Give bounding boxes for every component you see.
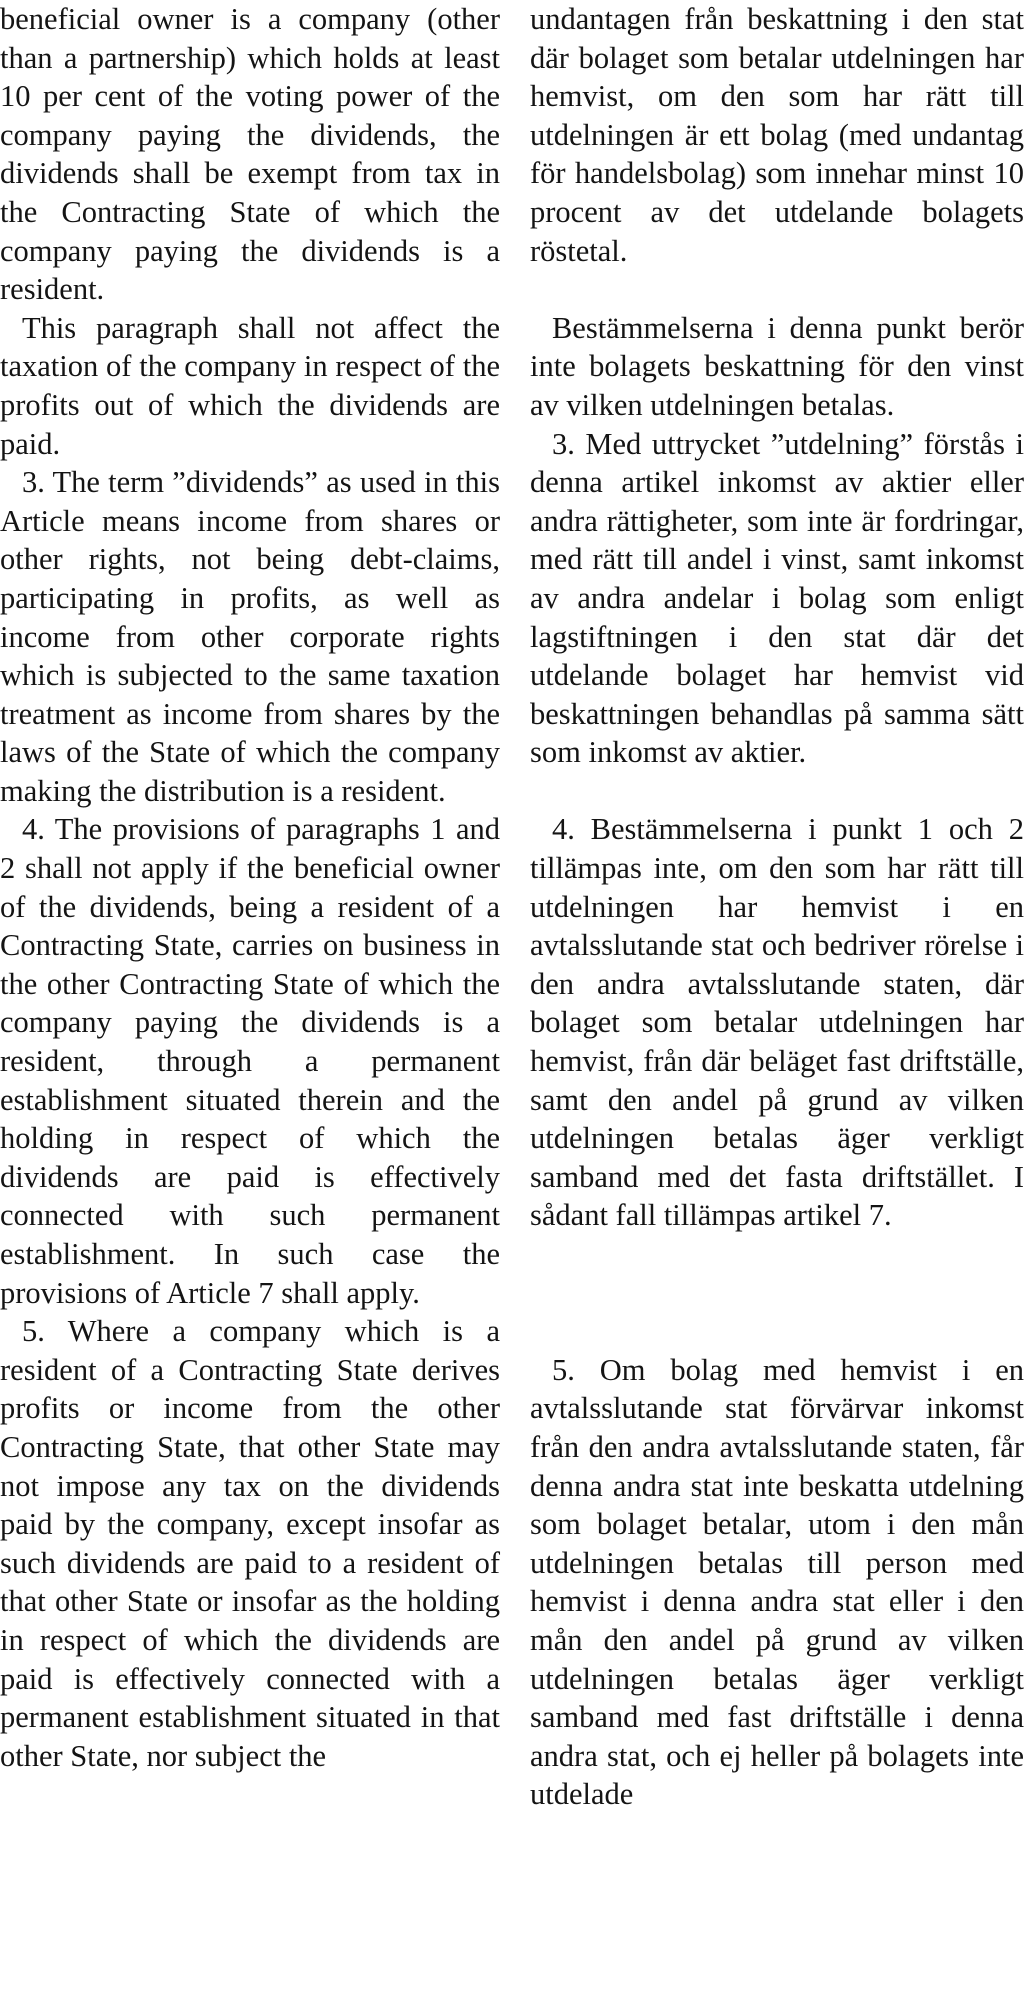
swedish-column: [530, 0, 1024, 1814]
english-paragraph-2-continued: beneficial owner is a company (other than a partnership) which holds at least 10 per cent of the voting power of the company paying the dividends, the dividends shall be exempt from tax in the Contracting State of which the company paying the dividends is a resident.: [0, 2, 500, 307]
swedish-paragraph-2-note: Bestämmelserna i denna punkt berör inte bolagets beskattning för den vinst av vilken utdelningen betalas.: [530, 310, 1024, 422]
english-paragraph-2-note: This paragraph shall not affect the taxation of the company in respect of the profits out of which the dividends are paid.: [0, 310, 500, 461]
english-paragraph-4: 4. The provisions of paragraphs 1 and 2 shall not apply if the beneficial owner of the dividends, being a resident of a Contracting State, carries on business in the other Contracting State of which the company paying the dividends is a resident, through a permanent establishment situated therein and the holding in respect of which the dividends are paid is effectively connected with such permanent establishment. In such case the provisions of Article 7 shall apply.: [0, 812, 500, 1310]
swedish-paragraph-4: 4. Bestämmelserna i punkt 1 och 2 tillämpas inte, om den som har rätt till utdelningen har hemvist i en avtalsslutande stat och bedriver rörelse i den andra avtalsslutande staten, där bolaget som betalar utdelningen har hemvist, från där beläget fast driftställe, samt den andel på grund av vilken utdelningen betalas äger verkligt samband med det fasta driftstället. I sådant fall tillämpas artikel 7.: [530, 812, 1024, 1233]
swedish-paragraph-3: 3. Med uttrycket ”utdelning” förstås i denna artikel inkomst av aktier eller andra rättigheter, som inte är fordringar, med rätt till andel i vinst, samt inkomst av andra andelar i bolag som enligt lagstiftningen i den stat där det utdelande bolaget har hemvist vid beskattningen behandlas på samma sätt som inkomst av aktier.: [530, 426, 1024, 770]
english-paragraph-3: 3. The term ”dividends” as used in this Article means income from shares or other rights, not being debt-claims, participating in profits, as well as income from other corporate rights which is subjected to the same taxation treatment as income from shares by the laws of the State of which the company making the distribution is a resident.: [0, 465, 500, 808]
english-column: [0, 0, 500, 1775]
swedish-paragraph-2-continued: undantagen från beskattning i den stat där bolaget som betalar utdelningen har hemvist, om den som har rätt till utdelningen är ett bolag (med undantag för handelsbolag) som innehar minst 10 procent av det utdelande bolagets röstetal.: [530, 2, 1024, 268]
swedish-paragraph-5: 5. Om bolag med hemvist i en avtalsslutande stat förvärvar inkomst från den andra avtalsslutande staten, får denna andra stat inte beskatta utdelning som bolaget betalar, utom i den mån utdelningen betalas till person med hemvist i denna andra stat eller i den mån den andel på grund av vilken utdelningen betalas äger verkligt samband med fast driftställe i denna andra stat, och ej heller på bolagets inte utdelade: [530, 1352, 1024, 1812]
english-paragraph-5: 5. Where a company which is a resident of a Contracting State derives profits or income from the other Contracting State, that other State may not impose any tax on the dividends paid by the company, except insofar as such dividends are paid to a resident of that other State or insofar as the holding in respect of which the dividends are paid is effectively connected with a permanent establishment situated in that other State, nor subject the: [0, 1314, 500, 1773]
